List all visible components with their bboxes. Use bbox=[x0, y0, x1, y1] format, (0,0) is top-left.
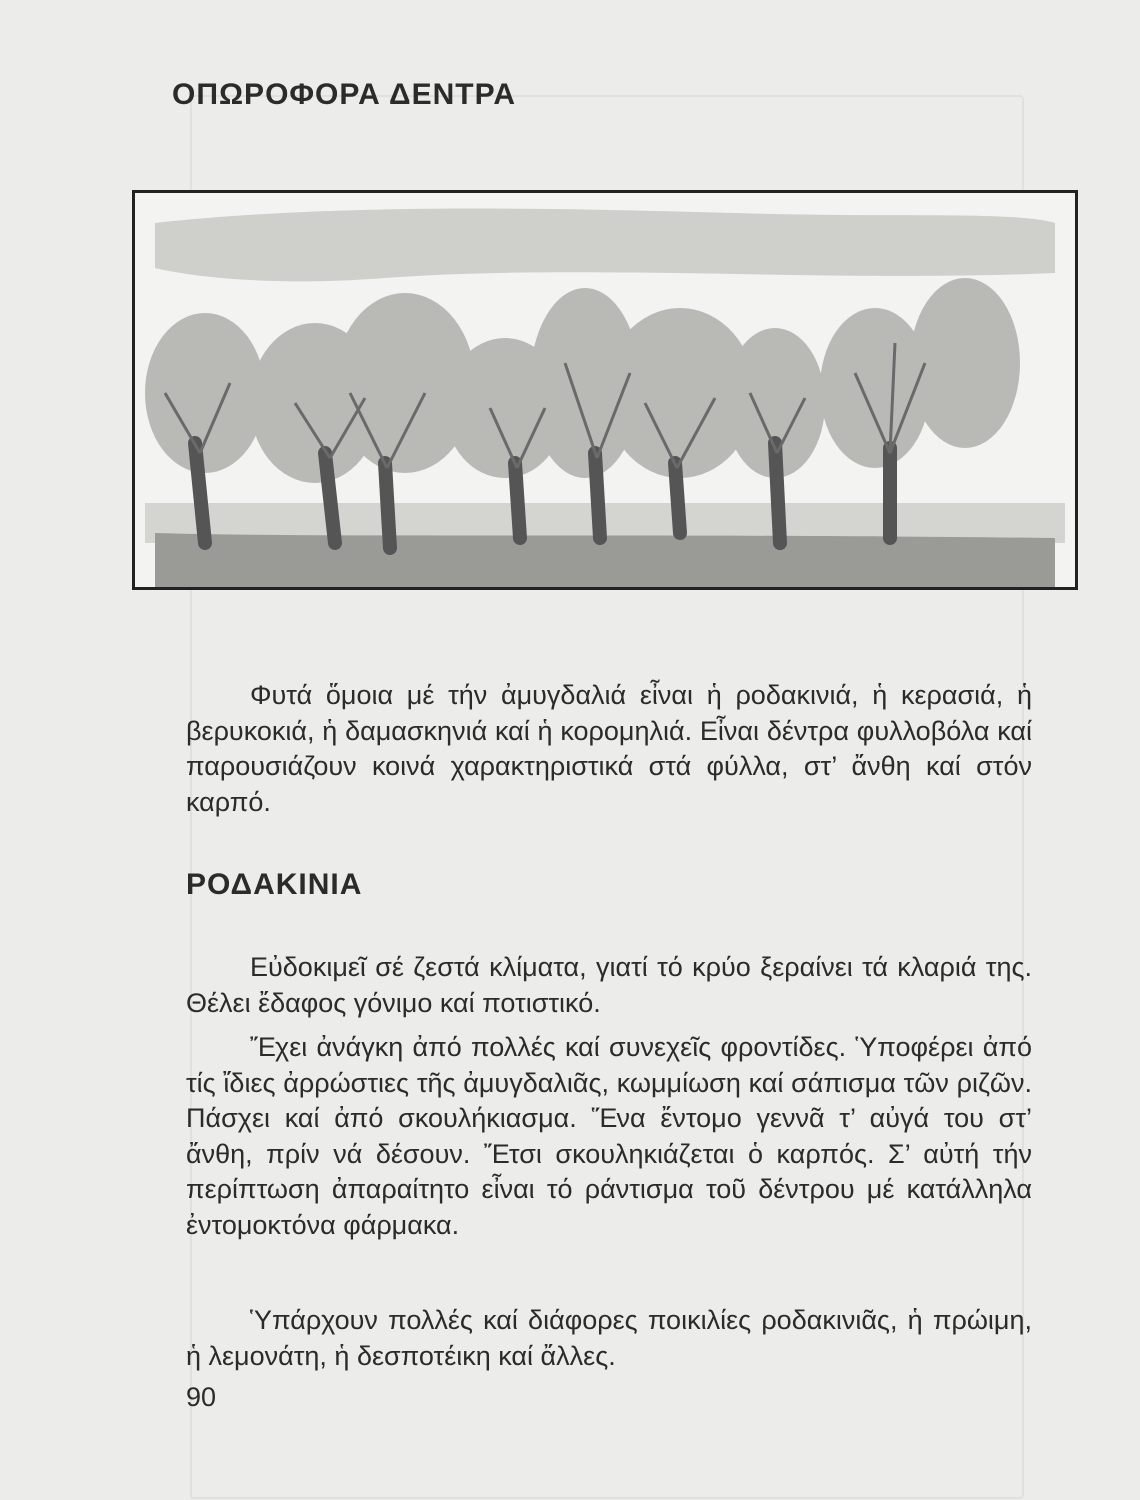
fruit-trees-illustration bbox=[132, 190, 1078, 590]
section-paragraph: Εὐδοκιμεῖ σέ ζεστά κλίματα, γιατί τό κρύο ξεραίνει τά κλαριά της. Θέλει ἔδαφος γόνιμο καί ποτιστικό. bbox=[186, 952, 1032, 1018]
section-paragraph: Ὑπάρχουν πολλές καί διάφορες ποικιλίες ροδακινιᾶς, ἡ πρώιμη, ἡ λεμονάτη, ἡ δεσποτέικη καί ἄλλες. bbox=[186, 1305, 1032, 1371]
section-paragraph: Ἔχει ἀνάγκη ἀπό πολλές καί συνεχεῖς φροντίδες. Ὑποφέρει ἀπό τίς ἴδιες ἀρρώστιες τῆς ἀμυγδαλιᾶς, κωμμίωση καί σάπισμα τῶν ριζῶν. Πάσχει καί ἀπό σκουλήκιασμα. Ἕνα ἔντομο γεννᾶ τ’ αὐγά του στ’ ἄνθη, πρίν νά δέσουν. Ἔτσι σκουληκιάζεται ὁ καρπός. Σ’ αὐτή τήν περίπτωση ἀπαραίτητο εἶναι τό ράντισμα τοῦ δέντρου μέ κατάλληλα ἐντομοκτόνα φάρμακα. bbox=[186, 1032, 1032, 1240]
page-number: 90 bbox=[186, 1382, 217, 1412]
section-heading: ΡΟΔΑΚΙΝΙΑ bbox=[186, 868, 363, 901]
orchard-drawing bbox=[135, 193, 1075, 587]
page-title: ΟΠΩΡΟΦΟΡΑ ΔΕΝΤΡΑ bbox=[172, 78, 517, 111]
intro-paragraph: Φυτά ὅμοια μέ τήν ἀμυγδαλιά εἶναι ἡ ροδακινιά, ἡ κερασιά, ἡ βερυκοκιά, ἡ δαμασκηνιά καί ἡ κορομηλιά. Εἶναι δέντρα φυλλοβόλα καί παρουσιάζουν κοινά χαρακτηριστικά στά φύλλα, στ’ ἄνθη καί στόν καρπό. bbox=[186, 680, 1032, 817]
